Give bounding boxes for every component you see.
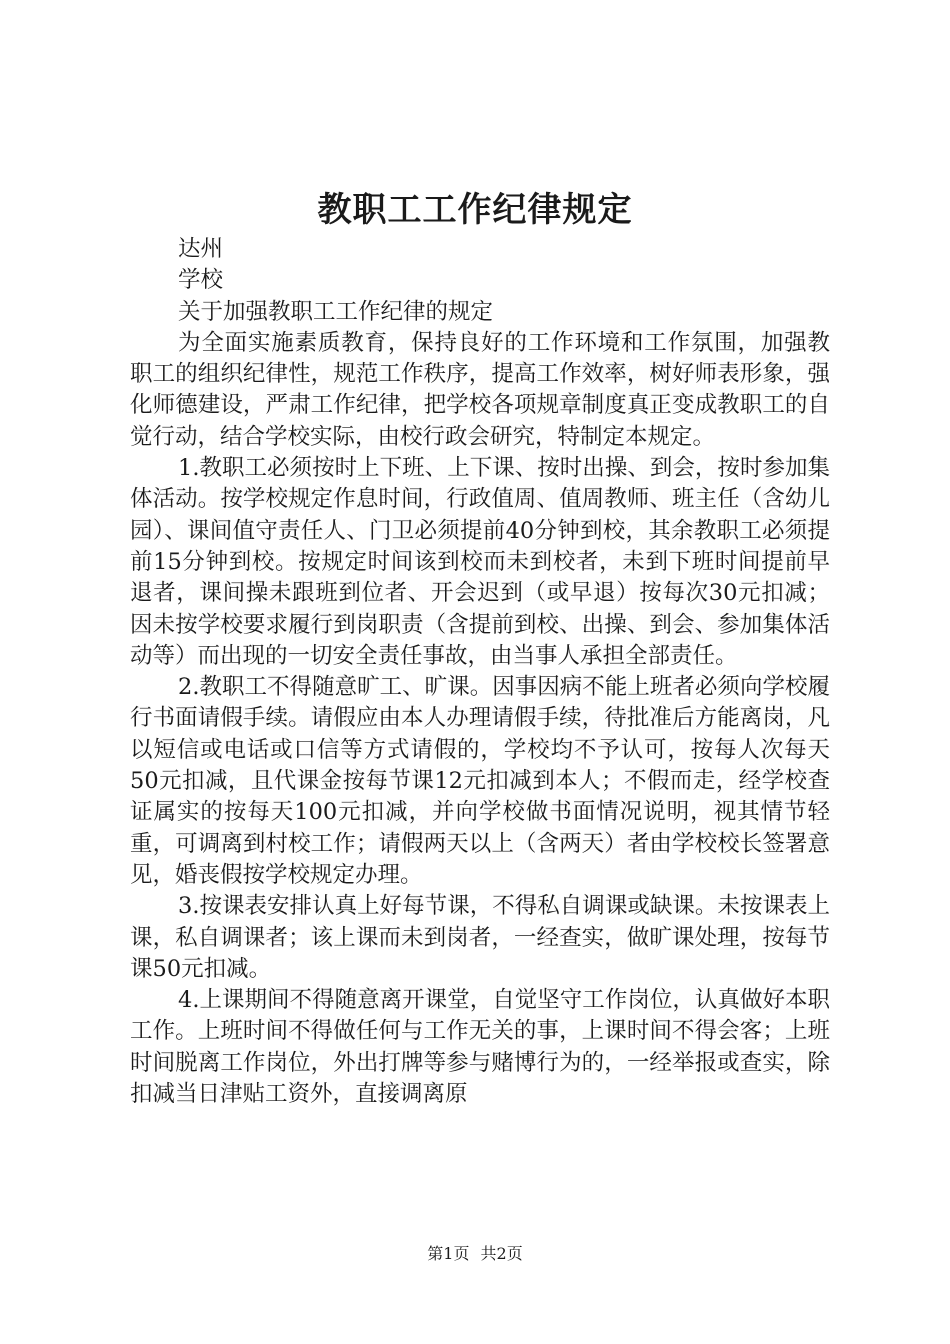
document-title: 教职工工作纪律规定 <box>317 190 633 230</box>
header-line-school: 学校 <box>178 267 224 294</box>
page-number: 第1页 <box>427 1244 470 1263</box>
header-line-city: 达州 <box>178 236 224 262</box>
document-body <box>130 234 830 1110</box>
paragraph-rule-3: 3.按课表安排认真上好每节课，不得私自调课或缺课。未按课表上课，私自调课者；该上课而未到岗者，一经查实，做旷课处理，按每节课50元扣减。 <box>130 893 830 982</box>
page-footer <box>0 1242 950 1266</box>
header-line-subject: 关于加强教职工工作纪律的规定 <box>178 298 494 325</box>
paragraph-intro: 为全面实施素质教育，保持良好的工作环境和工作氛围，加强教职工的组织纪律性，规范工作秩序，提高工作效率，树好师表形象，强化师德建设，严肃工作纪律，把学校各项规章制度真正变成教职工的自觉行动，结合学校实际，由校行政会研究，特制定本规定。 <box>130 329 830 450</box>
paragraph-rule-2: 2.教职工不得随意旷工、旷课。因事因病不能上班者必须向学校履行书面请假手续。请假应由本人办理请假手续，待批准后方能离岗，凡以短信或电话或口信等方式请假的，学校均不予认可，按每人次每天50元扣减，且代课金按每节课12元扣减到本人；不假而走，经学校查证属实的按每天100元扣减，并向学校做书面情况说明，视其情节轻重，可调离到村校工作；请假两天以上（含两天）者由学校校长签署意见，婚丧假按学校规定办理。 <box>130 674 830 888</box>
paragraph-rule-4: 4.上课期间不得随意离开课堂，自觉坚守工作岗位，认真做好本职工作。上班时间不得做任何与工作无关的事，上课时间不得会客；上班时间脱离工作岗位，外出打牌等参与赌博行为的，一经举报或查实，除扣减当日津贴工资外，直接调离原 <box>130 987 830 1108</box>
paragraph-rule-1: 1.教职工必须按时上下班、上下课、按时出操、到会，按时参加集体活动。按学校规定作息时间，行政值周、值周教师、班主任（含幼儿园）、课间值守责任人、门卫必须提前40分钟到校，其余教职工必须提前15分钟到校。按规定时间该到校而未到校者，未到下班时间提前早退者，课间操未跟班到位者、开会迟到（或早退）按每次30元扣减；因未按学校要求履行到岗职责（含提前到校、出操、到会、参加集体活动等）而出现的一切安全责任事故，由当事人承担全部责任。 <box>130 455 830 669</box>
page-total: 共2页 <box>480 1244 523 1263</box>
